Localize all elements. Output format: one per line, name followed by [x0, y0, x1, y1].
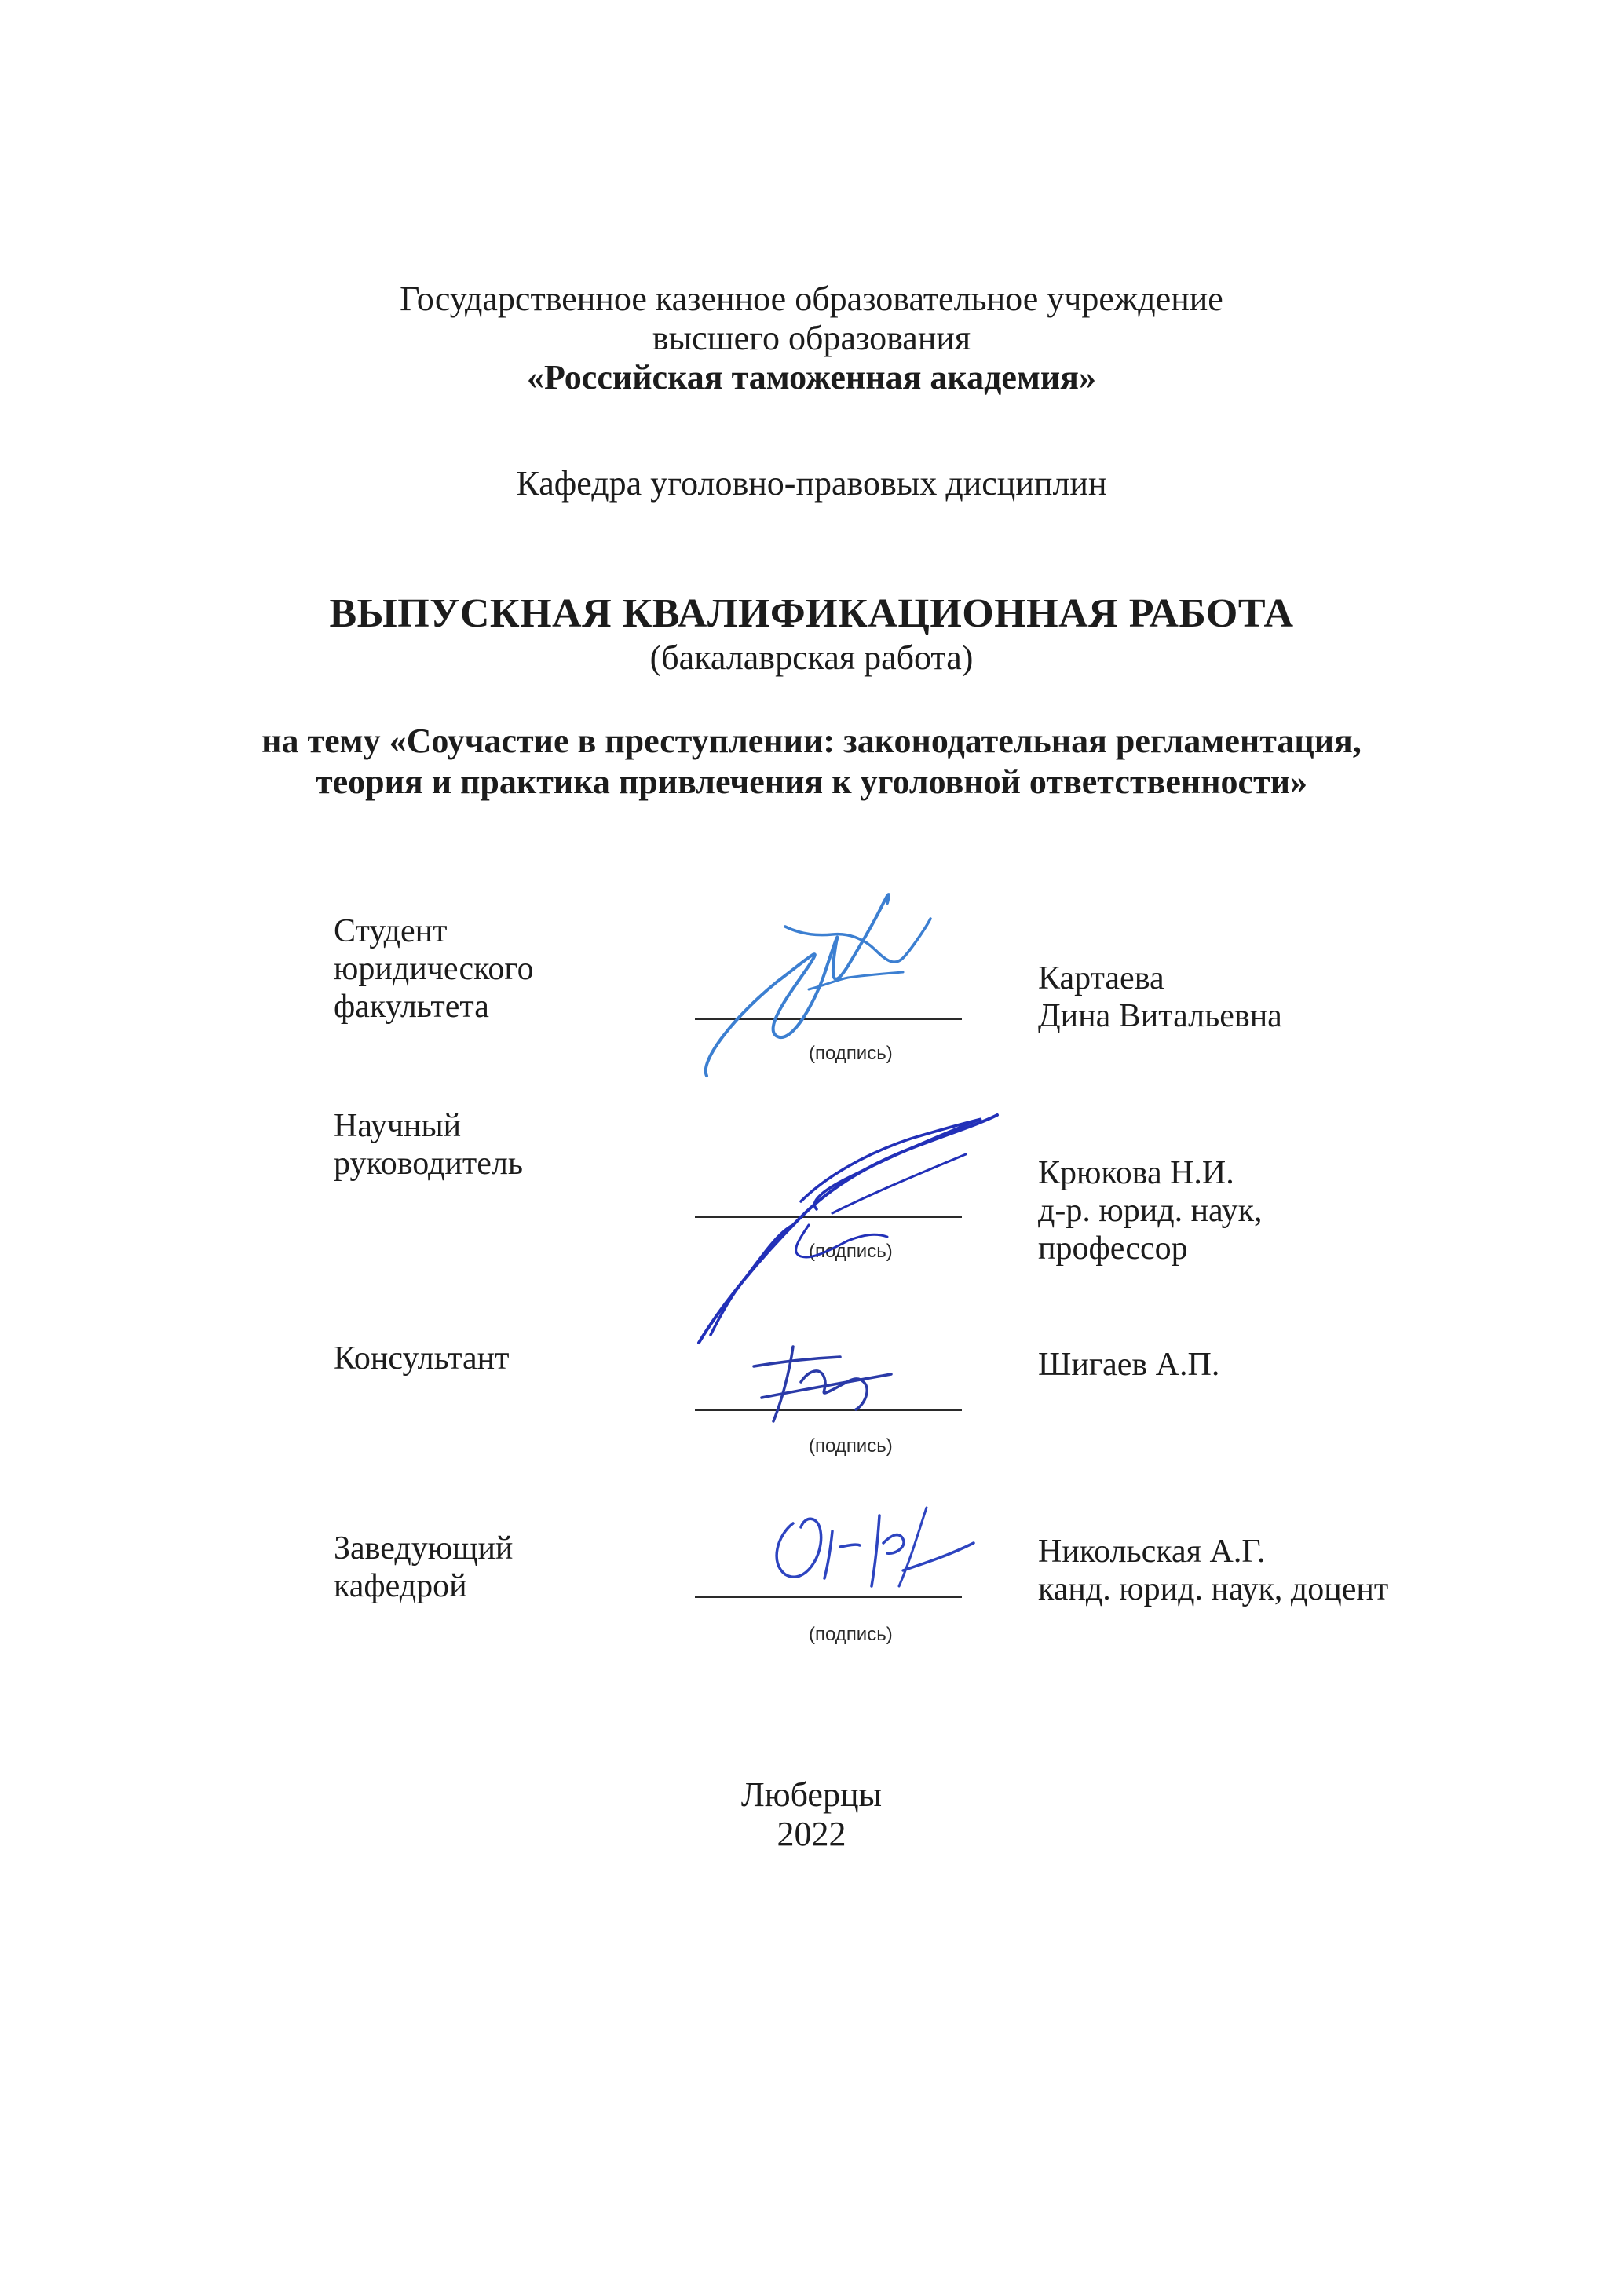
- person-name-line: Дина Витальевна: [1038, 998, 1282, 1034]
- institution-line-1: Государственное казенное образовательное учреждение: [400, 280, 1223, 318]
- signature-caption: (подпись): [809, 1624, 893, 1645]
- signature-caption: (подпись): [809, 1435, 893, 1457]
- department-name: Кафедра уголовно-правовых дисциплин: [516, 464, 1107, 503]
- work-subtitle: (бакалаврская работа): [649, 638, 974, 677]
- signature-caption: (подпись): [809, 1043, 893, 1064]
- role-label-line: Консультант: [334, 1340, 510, 1377]
- role-label-line: Научный: [334, 1108, 462, 1144]
- institution-name: «Российская таможенная академия»: [527, 358, 1096, 397]
- topic-line-2: теория и практика привлечения к уголовной ответственности»: [315, 762, 1308, 801]
- role-label-line: Студент: [334, 913, 448, 949]
- role-label-line: кафедрой: [334, 1568, 467, 1604]
- role-label-line: юридического: [334, 951, 534, 987]
- institution-line-2: высшего образования: [652, 319, 971, 357]
- signature-caption: (подпись): [809, 1241, 893, 1262]
- person-name-line: д-р. юрид. наук,: [1038, 1193, 1263, 1229]
- role-label-line: Заведующий: [334, 1530, 514, 1567]
- handwritten-signature: [691, 1099, 1005, 1351]
- handwritten-signature: [746, 1335, 903, 1429]
- person-name-line: Шигаев А.П.: [1038, 1347, 1220, 1383]
- person-name-line: Картаева: [1038, 960, 1164, 996]
- handwritten-signature: [762, 1500, 981, 1602]
- person-name-line: Крюкова Н.И.: [1038, 1155, 1234, 1191]
- work-title: ВЫПУСКНАЯ КВАЛИФИКАЦИОННАЯ РАБОТА: [329, 591, 1294, 636]
- year: 2022: [777, 1815, 846, 1853]
- city-name: Люберцы: [740, 1775, 883, 1814]
- person-name-line: канд. юрид. наук, доцент: [1038, 1571, 1389, 1607]
- topic-line-1: на тему «Соучастие в преступлении: законодательная регламентация,: [261, 722, 1362, 760]
- person-name-line: Никольская А.Г.: [1038, 1534, 1266, 1570]
- role-label-line: руководитель: [334, 1146, 524, 1182]
- person-name-line: профессор: [1038, 1230, 1188, 1267]
- handwritten-signature: [691, 879, 958, 1084]
- role-label-line: факультета: [334, 989, 489, 1025]
